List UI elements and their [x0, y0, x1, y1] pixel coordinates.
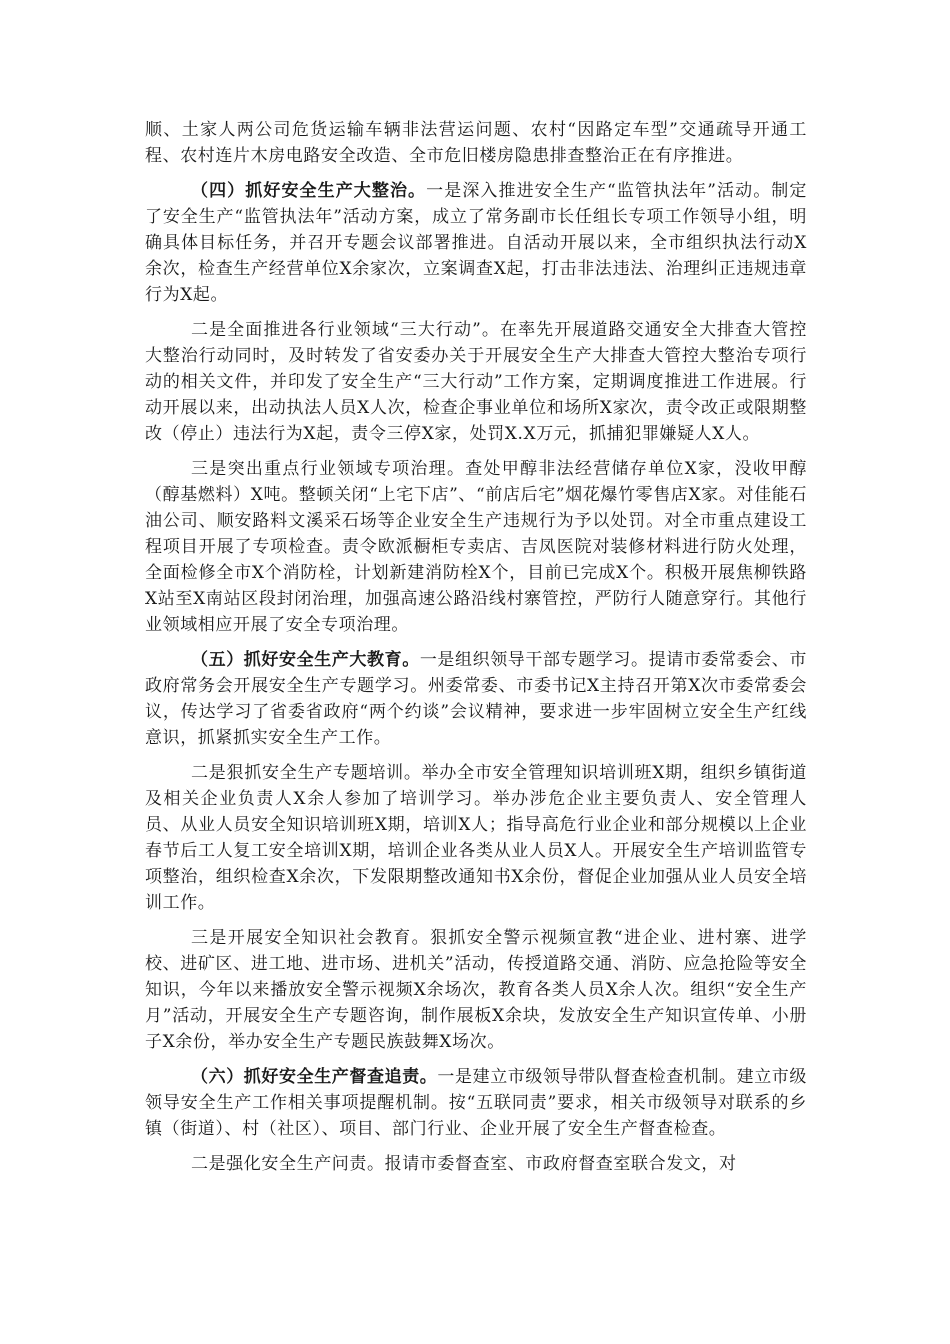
paragraph-text: 三是开展安全知识社会教育。狠抓安全警示视频宣教“进企业、进村寨、进学校、进矿区、进工地、进市场、进机关”活动，传授道路交通、消防、应急抢险等安全知识，今年以来播放安全警示视频X余场次，教育各类人员X余人次。组织“安全生产月”活动，开展安全生产专题咨询，制作展板X余块，发放安全生产知识宣传单、小册子X余份，举办安全生产专题民族鼓舞X场次。: [145, 928, 807, 1052]
paragraph: [145, 1151, 807, 1177]
paragraph-section-6: [145, 1064, 807, 1142]
paragraph-text: 三是突出重点行业领域专项治理。查处甲醇非法经营储存单位X家，没收甲醇（醇基燃料）X吨。整顿关闭“上宅下店”、“前店后宅”烟花爆竹零售店X家。对佳能石油公司、顺安路料文溪采石场等企业安全生产违规行为予以处罚。对全市重点建设工程项目开展了专项检查。责令欧派橱柜专卖店、吉凤医院对装修材料进行防火处理，全面检修全市X个消防栓，计划新建消防栓X个，目前已完成X个。积极开展焦柳铁路X站至X南站区段封闭治理，加强高速公路沿线村寨管控，严防行人随意穿行。其他行业领域相应开展了安全专项治理。: [145, 459, 807, 635]
paragraph-text: 二是狠抓安全生产专题培训。举办全市安全管理知识培训班X期，组织乡镇街道及相关企业负责人X余人参加了培训学习。举办涉危企业主要负责人、安全管理人员、从业人员安全知识培训班X期，培训X人；指导高危行业企业和部分规模以上企业春节后工人复工安全培训X期，培训企业各类从业人员X人。开展安全生产培训监管专项整治，组织检查X余次，下发限期整改通知书X余份，督促企业加强从业人员安全培训工作。: [145, 763, 807, 913]
paragraph: [145, 925, 807, 1055]
section-heading-6: （六）抓好安全生产督查追责。: [191, 1067, 438, 1087]
paragraph: [145, 760, 807, 916]
paragraph: [145, 317, 807, 447]
paragraph-continuation: [145, 117, 807, 169]
document-page: [145, 117, 807, 1186]
paragraph-text: 二是全面推进各行业领域“三大行动”。在率先开展道路交通安全大排查大管控大整治行动同时，及时转发了省安委办关于开展安全生产大排查大管控大整治专项行动的相关文件，并印发了安全生产“三大行动”工作方案，定期调度推进工作进展。行动开展以来，出动执法人员X人次，检查企事业单位和场所X家次，责令改正或限期整改（停止）违法行为X起，责令三停X家，处罚X.X万元，抓捕犯罪嫌疑人X人。: [145, 320, 807, 444]
paragraph-text: 一是组织领导干部专题学习。提请市委常委会、市政府常务会开展安全生产专题学习。州委常委、市委书记X主持召开第X次市委常委会议，传达学习了省委省政府“两个约谈”会议精神，要求进一步牢固树立安全生产红线意识，抓紧抓实安全生产工作。: [145, 650, 808, 748]
paragraph-section-5: [145, 647, 807, 751]
paragraph-text: 二是强化安全生产问责。报请市委督查室、市政府督查室联合发文，对: [191, 1154, 737, 1174]
paragraph-text: 一是建立市级领导带队督查检查机制。建立市级领导安全生产工作相关事项提醒机制。按“五联同责”要求，相关市级领导对联系的乡镇（街道）、村（社区）、项目、部门行业、企业开展了安全生产督查检查。: [145, 1067, 808, 1139]
section-heading-4: （四）抓好安全生产大整治。: [191, 181, 427, 201]
paragraph-text: 顺、土家人两公司危货运输车辆非法营运问题、农村“因路定车型”交通疏导开通工程、农村连片木房电路安全改造、全市危旧楼房隐患排查整治正在有序推进。: [145, 120, 807, 166]
section-heading-5: （五）抓好安全生产大教育。: [191, 650, 420, 670]
paragraph-text: 一是深入推进安全生产“监管执法年”活动。制定了安全生产“监管执法年”活动方案，成立了常务副市长任组长专项工作领导小组，明确具体目标任务，并召开专题会议部署推进。自活动开展以来，全市组织执法行动X余次，检查生产经营单位X余家次，立案调查X起，打击非法违法、治理纠正违规违章行为X起。: [145, 181, 807, 305]
paragraph: [145, 456, 807, 638]
paragraph-section-4: [145, 178, 807, 308]
